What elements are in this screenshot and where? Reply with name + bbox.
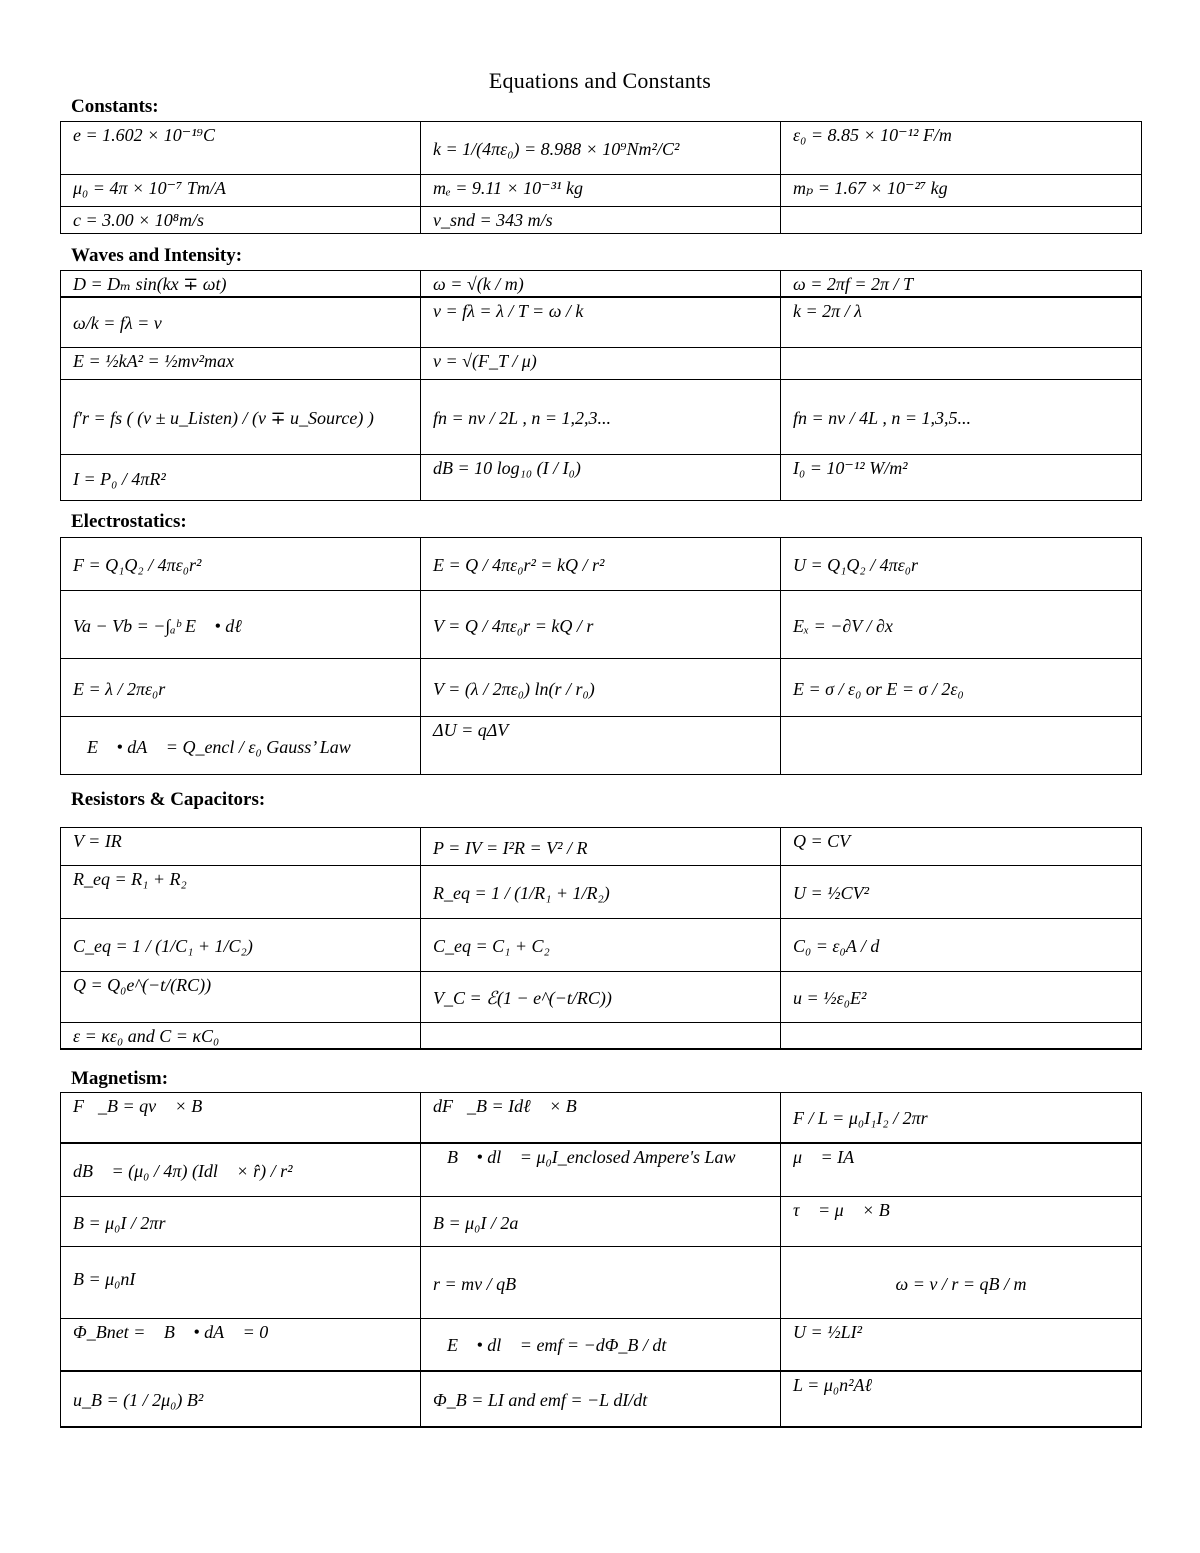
table-cell: F = Q₁Q₂ / 4πε₀r²: [61, 538, 421, 591]
table-cell: Q = Q₀e^(−t/(RC)): [61, 972, 421, 1023]
table-cell: I₀ = 10⁻¹² W/m²: [781, 455, 1142, 501]
table-cell: f′r = fs ( (v ± u_Listen) / (v ∓ u_Source) ): [61, 380, 421, 455]
table-cell: C_eq = C₁ + C₂: [421, 919, 781, 972]
resistors-capacitors-table: [60, 827, 1142, 1050]
table-cell: B = μ₀I / 2a: [421, 1197, 781, 1247]
table-cell: R_eq = 1 / (1/R₁ + 1/R₂): [421, 866, 781, 919]
table-cell: V = (λ / 2πε₀) ln(r / r₀): [421, 659, 781, 717]
table-cell: B = μ₀I / 2πr: [61, 1197, 421, 1247]
section-title-resistors-capacitors: Resistors & Capacitors:: [71, 789, 266, 810]
table-cell: [781, 717, 1142, 775]
table-cell: E = λ / 2πε₀r: [61, 659, 421, 717]
table-cell: ω = √(k / m): [421, 271, 781, 297]
table-cell: u = ½ε₀E²: [781, 972, 1142, 1023]
table-cell: E = Q / 4πε₀r² = kQ / r²: [421, 538, 781, 591]
table-cell: [421, 1023, 781, 1049]
table-cell: I = P₀ / 4πR²: [61, 455, 421, 501]
table-cell: Φ_B = LI and emf = −L dI/dt: [421, 1371, 781, 1427]
table-cell: C_eq = 1 / (1/C₁ + 1/C₂): [61, 919, 421, 972]
constants-table: [60, 121, 1142, 234]
table-cell: [781, 348, 1142, 380]
table-cell: c = 3.00 × 10⁸m/s: [61, 207, 421, 234]
table-cell: ∮E⃗ • dl⃗ = emf = −dΦ_B / dt: [421, 1319, 781, 1371]
table-cell: [781, 207, 1142, 234]
section-title-constants: Constants:: [71, 96, 159, 117]
section-title-magnetism: Magnetism:: [71, 1068, 169, 1089]
table-cell: [781, 1023, 1142, 1049]
table-cell: L = μ₀n²Aℓ: [781, 1371, 1142, 1427]
table-cell: μ⃗ = IA⃗: [781, 1143, 1142, 1197]
table-cell: v = fλ = λ / T = ω / k: [421, 297, 781, 348]
table-cell: Φ_Bnet = ∮B⃗ • dA⃗ = 0: [61, 1319, 421, 1371]
table-cell: Eₓ = −∂V / ∂x: [781, 591, 1142, 659]
table-cell: dB⃗ = (μ₀ / 4π) (Idl⃗ × r̂) / r²: [61, 1143, 421, 1197]
table-cell: E = σ / ε₀ or E = σ / 2ε₀: [781, 659, 1142, 717]
table-cell: F⃗_B = qv⃗ × B⃗: [61, 1093, 421, 1143]
table-cell: fn = nv / 2L , n = 1,2,3...: [421, 380, 781, 455]
table-cell: v = √(F_T / μ): [421, 348, 781, 380]
table-cell: mₑ = 9.11 × 10⁻³¹ kg: [421, 175, 781, 207]
table-cell: ε₀ = 8.85 × 10⁻¹² F/m: [781, 122, 1142, 175]
table-cell: r = mv / qB: [421, 1247, 781, 1319]
table-cell: ω = 2πf = 2π / T: [781, 271, 1142, 297]
table-cell: U = ½CV²: [781, 866, 1142, 919]
table-cell: Va − Vb = −∫ₐᵇ E⃗ • dℓ⃗: [61, 591, 421, 659]
table-cell: D = Dₘ sin(kx ∓ ωt): [61, 271, 421, 297]
waves-table: [60, 270, 1142, 501]
table-cell: E = ½kA² = ½mv²max: [61, 348, 421, 380]
electrostatics-table: [60, 537, 1142, 775]
table-cell: τ⃗ = μ⃗ × B⃗: [781, 1197, 1142, 1247]
table-cell: ω/k = fλ = v: [61, 297, 421, 348]
table-cell: Q = CV: [781, 828, 1142, 866]
table-cell: e = 1.602 × 10⁻¹⁹C: [61, 122, 421, 175]
table-cell: U = Q₁Q₂ / 4πε₀r: [781, 538, 1142, 591]
table-cell: ω = v / r = qB / m: [781, 1247, 1142, 1319]
page-title: Equations and Constants: [488, 68, 712, 93]
table-cell: V = Q / 4πε₀r = kQ / r: [421, 591, 781, 659]
table-cell: ε = κε₀ and C = κC₀: [61, 1023, 421, 1049]
table-cell: fn = nv / 4L , n = 1,3,5...: [781, 380, 1142, 455]
table-cell: F / L = μ₀I₁I₂ / 2πr: [781, 1093, 1142, 1143]
table-cell: mₚ = 1.67 × 10⁻²⁷ kg: [781, 175, 1142, 207]
table-cell: μ₀ = 4π × 10⁻⁷ Tm/A: [61, 175, 421, 207]
table-cell: U = ½LI²: [781, 1319, 1142, 1371]
table-cell: ΔU = qΔV: [421, 717, 781, 775]
section-title-electrostatics: Electrostatics:: [71, 511, 187, 532]
table-cell: k = 1/(4πε₀) = 8.988 × 10⁹Nm²/C²: [421, 122, 781, 175]
table-cell: dF⃗_B = Idℓ⃗ × B⃗: [421, 1093, 781, 1143]
table-cell: V = IR: [61, 828, 421, 866]
table-cell: ∮E⃗ • dA⃗ = Q_encl / ε₀ Gauss’ Law: [61, 717, 421, 775]
table-cell: C₀ = ε₀A / d: [781, 919, 1142, 972]
table-cell: v_snd = 343 m/s: [421, 207, 781, 234]
table-cell: R_eq = R₁ + R₂: [61, 866, 421, 919]
table-cell: k = 2π / λ: [781, 297, 1142, 348]
table-cell: ∮B⃗ • dl⃗ = μ₀I_enclosed Ampere's Law: [421, 1143, 781, 1197]
table-cell: u_B = (1 / 2μ₀) B²: [61, 1371, 421, 1427]
table-cell: V_C = ℰ(1 − e^(−t/RC)): [421, 972, 781, 1023]
table-cell: B = μ₀nI: [61, 1247, 421, 1319]
section-title-waves: Waves and Intensity:: [71, 245, 243, 266]
magnetism-table: [60, 1092, 1142, 1428]
table-cell: dB = 10 log₁₀ (I / I₀): [421, 455, 781, 501]
table-cell: P = IV = I²R = V² / R: [421, 828, 781, 866]
